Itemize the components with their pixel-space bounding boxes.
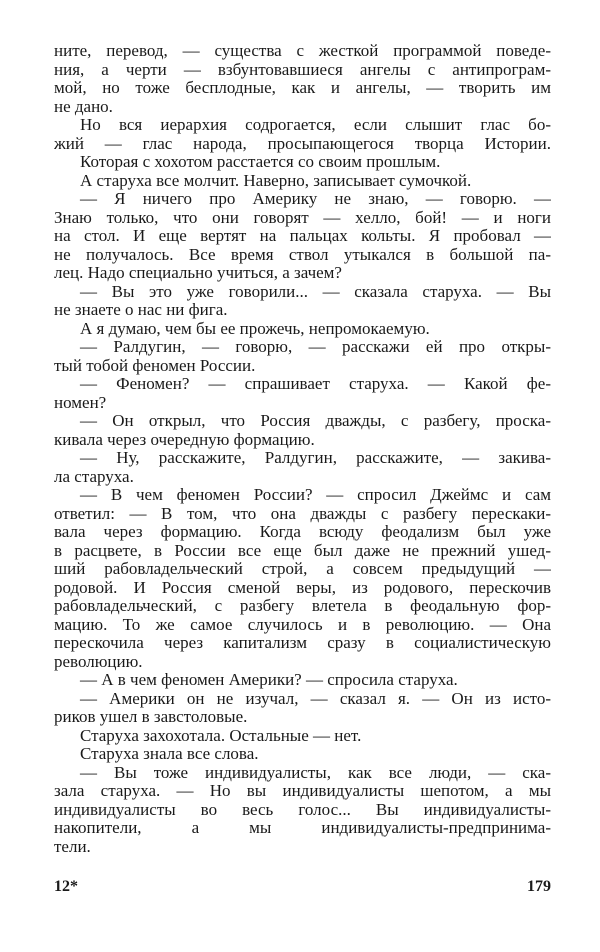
text-line: зала старуха. — Но вы индивидуалисты шепотом, а мы: [54, 782, 551, 800]
text-line: ответил: — В том, что она дважды с разбегу перескаки-: [54, 504, 551, 523]
text-line: революцию.: [54, 652, 143, 671]
text-line: — Феномен? — спрашивает старуха. — Какой фе-: [80, 375, 551, 393]
text-line: — А в чем феномен Америки? — спросила старуха.: [80, 671, 458, 689]
page-text: [54, 42, 551, 856]
page-number: 179: [527, 878, 551, 895]
text-line: — В чем феномен России? — спросил Джеймс и сам: [80, 486, 551, 504]
page-footer: [54, 878, 551, 896]
text-line: жий — глас народа, просыпающегося творца Истории.: [54, 134, 551, 153]
text-line: мацию. То же самое случилось и в революцию. — Она: [54, 615, 551, 634]
text-line: — Вы тоже индивидуалисты, как все люди, — ска-: [80, 763, 551, 782]
text-line: Старуха знала все слова.: [80, 745, 259, 763]
text-line: в расцвете, в России все еще был даже не прежний ушед-: [54, 541, 551, 560]
text-line: ла старуха.: [54, 467, 134, 486]
text-line: — Ралдугин, — говорю, — расскажи ей про откры-: [80, 338, 551, 356]
text-line: Которая с хохотом расстается со своим прошлым.: [80, 153, 441, 171]
text-line: — Он открыл, что Россия дважды, с разбегу, проска-: [80, 412, 551, 430]
text-line: — Вы это уже говорили... — сказала старуха. — Вы: [80, 282, 551, 301]
text-line: рабовладельческий, с разбегу влетела в феодальную фор-: [54, 597, 551, 615]
text-line: Но вся иерархия содрогается, если слышит глас бо-: [80, 116, 551, 134]
text-line: вала через формацию. Когда всюду феодализм был уже: [54, 523, 551, 541]
text-line: на стол. И еще вертят на пальцах кольты. Я пробовал —: [54, 227, 551, 245]
text-line: номен?: [54, 393, 107, 412]
text-line: Старуха захохотала. Остальные — нет.: [80, 726, 362, 745]
text-line: — Ну, расскажите, Ралдугин, расскажите, — закива-: [80, 449, 551, 467]
text-line: тый тобой феномен России.: [54, 356, 256, 375]
text-line: не дано.: [54, 97, 113, 116]
text-line: родовой. И Россия сменой веры, из родового, перескочив: [54, 578, 551, 597]
text-line: ните, перевод, — существа с жесткой программой поведе-: [54, 42, 551, 60]
text-line: А я думаю, чем бы ее прожечь, непромокаемую.: [80, 319, 430, 338]
text-line: мой, но тоже бесплодные, как и ангелы, — творить им: [54, 79, 551, 97]
text-line: — Я ничего про Америку не знаю, — говорю. —: [80, 190, 551, 208]
text-line: индивидуалисты во весь голос... Вы индивидуалисты-: [54, 800, 551, 819]
text-line: риков ушел в завстоловые.: [54, 708, 248, 726]
text-line: кивала через очередную формацию.: [54, 430, 315, 449]
text-line: — Америки он не изучал, — сказал я. — Он из исто-: [80, 689, 551, 708]
text-line: лец. Надо специально учиться, а зачем?: [54, 264, 342, 282]
text-line: не знаете о нас ни фига.: [54, 301, 228, 319]
text-line: не получалось. Все время ствол утыкался в большой па-: [54, 245, 551, 264]
text-line: ший рабовладельческий строй, а совсем предыдущий —: [54, 560, 551, 578]
text-line: накопители, а мы индивидуалисты-предпринима-: [54, 819, 551, 837]
text-line: перескочила через капитализм сразу в социалистическую: [54, 634, 551, 652]
text-line: ния, а черти — взбунтовавшиеся ангелы с антипрограм-: [54, 60, 551, 79]
text-line: А старуха все молчит. Наверно, записывает сумочкой.: [80, 171, 472, 190]
text-line: тели.: [54, 837, 91, 856]
text-line: Знаю только, что они говорят — хелло, бой! — и ноги: [54, 208, 551, 227]
signature-mark: 12*: [54, 878, 78, 895]
